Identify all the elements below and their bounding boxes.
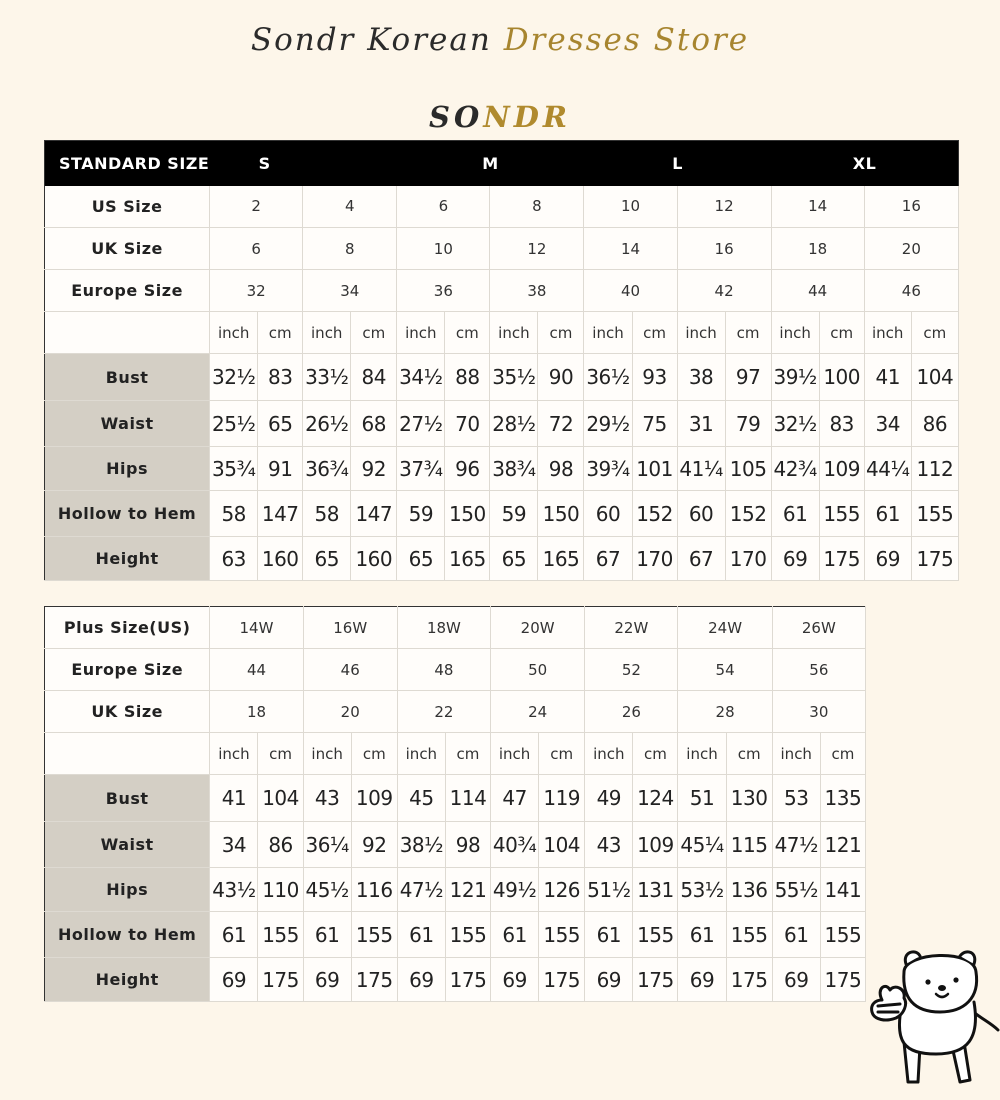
measurement-label: Hips [45,868,210,912]
size-value: 44 [771,270,864,312]
measurement-value: 175 [911,537,958,581]
measurement-value: 59 [397,491,445,537]
measurement-value: 69 [491,958,539,1002]
measurement-value: 170 [725,537,771,581]
measurement-value: 43 [303,775,351,822]
measurement-value: 67 [584,537,632,581]
measurement-value: 121 [445,868,490,912]
measurement-value: 83 [258,354,303,401]
measurement-value: 69 [303,958,351,1002]
measurement-value: 38¾ [490,447,538,491]
measurement-row [45,958,866,1002]
measurement-value: 65 [258,401,303,447]
unit-inch: inch [678,733,726,775]
measurement-value: 27½ [397,401,445,447]
size-value: 46 [303,649,397,691]
unit-inch: inch [772,733,820,775]
measurement-row [45,447,959,491]
size-row [45,228,959,270]
measurement-value: 152 [725,491,771,537]
size-value: 44 [210,649,303,691]
measurement-value: 155 [820,912,865,958]
measurement-label: Hips [45,447,210,491]
measurement-row [45,401,959,447]
measurement-value: 165 [445,537,490,581]
measurement-row [45,912,866,958]
measurement-value: 109 [819,447,864,491]
measurement-value: 175 [539,958,585,1002]
unit-cm: cm [258,733,303,775]
measurement-value: 124 [633,775,678,822]
measurement-value: 155 [445,912,490,958]
size-value: 18W [397,607,490,649]
bear-thumbs-up-icon [864,942,1000,1092]
brand-logo-part1: SO [429,100,484,134]
brand-logo-part2: NDR [483,100,571,134]
measurement-value: 119 [539,775,585,822]
measurement-value: 150 [538,491,584,537]
measurement-value: 141 [820,868,865,912]
measurement-value: 61 [864,491,911,537]
measurement-value: 32½ [210,354,258,401]
measurement-value: 175 [726,958,772,1002]
size-value: 20 [303,691,397,733]
size-value: 16W [303,607,397,649]
size-value: 38 [490,270,584,312]
measurement-value: 175 [258,958,303,1002]
measurement-value: 98 [445,822,490,868]
size-value: 26 [585,691,678,733]
measurement-value: 104 [258,775,303,822]
measurement-value: 91 [258,447,303,491]
size-value: 8 [490,186,584,228]
measurement-value: 136 [726,868,772,912]
measurement-value: 92 [351,447,397,491]
size-value: 24W [678,607,772,649]
measurement-value: 131 [633,868,678,912]
measurement-value: 79 [725,401,771,447]
measurement-row [45,537,959,581]
measurement-label: Waist [45,401,210,447]
brand-logo [0,100,1000,134]
size-group-label: XL [771,141,958,186]
size-value: 54 [678,649,772,691]
measurement-value: 69 [864,537,911,581]
measurement-value: 38½ [397,822,445,868]
measurement-value: 130 [726,775,772,822]
measurement-value: 58 [303,491,351,537]
measurement-value: 49½ [491,868,539,912]
measurement-value: 112 [911,447,958,491]
size-value: 24 [491,691,585,733]
unit-cm: cm [632,312,677,354]
measurement-value: 110 [258,868,303,912]
unit-inch: inch [771,312,819,354]
measurement-value: 40¾ [491,822,539,868]
unit-cm: cm [725,312,771,354]
measurement-value: 39½ [771,354,819,401]
measurement-value: 39¾ [584,447,632,491]
measurement-value: 100 [819,354,864,401]
measurement-value: 41 [210,775,258,822]
measurement-value: 170 [632,537,677,581]
measurement-value: 25½ [210,401,258,447]
unit-cm: cm [539,733,585,775]
measurement-value: 34 [210,822,258,868]
size-row [45,649,866,691]
measurement-value: 96 [445,447,490,491]
unit-inch: inch [491,733,539,775]
size-value: 34 [303,270,397,312]
measurement-value: 155 [633,912,678,958]
size-value: 50 [491,649,585,691]
measurement-value: 44¼ [864,447,911,491]
unit-inch: inch [585,733,633,775]
measurement-value: 38 [677,354,725,401]
measurement-value: 43 [585,822,633,868]
size-value: 12 [677,186,771,228]
measurement-value: 175 [819,537,864,581]
size-value: 40 [584,270,677,312]
measurement-label: Bust [45,775,210,822]
measurement-value: 175 [445,958,490,1002]
measurement-value: 61 [771,491,819,537]
measurement-value: 105 [725,447,771,491]
measurement-value: 109 [351,775,397,822]
measurement-value: 61 [678,912,726,958]
measurement-value: 32½ [771,401,819,447]
measurement-value: 33½ [303,354,351,401]
measurement-value: 36¼ [303,822,351,868]
unit-row [45,733,866,775]
measurement-value: 61 [491,912,539,958]
measurement-label: Height [45,958,210,1002]
size-value: 30 [772,691,865,733]
measurement-value: 69 [772,958,820,1002]
measurement-value: 45½ [303,868,351,912]
measurement-value: 47 [491,775,539,822]
measurement-value: 97 [725,354,771,401]
size-value: 28 [678,691,772,733]
measurement-value: 92 [351,822,397,868]
measurement-value: 53 [772,775,820,822]
measurement-value: 26½ [303,401,351,447]
measurement-value: 152 [632,491,677,537]
unit-inch: inch [490,312,538,354]
unit-cm: cm [820,733,865,775]
measurement-value: 45¼ [678,822,726,868]
measurement-value: 65 [397,537,445,581]
size-group-label: L [584,141,771,186]
measurement-value: 147 [258,491,303,537]
measurement-value: 60 [677,491,725,537]
measurement-value: 69 [678,958,726,1002]
measurement-label: Waist [45,822,210,868]
measurement-value: 114 [445,775,490,822]
measurement-value: 155 [539,912,585,958]
measurement-value: 165 [538,537,584,581]
unit-cm: cm [633,733,678,775]
measurement-value: 63 [210,537,258,581]
standard-size-table [44,140,959,581]
measurement-row [45,822,866,868]
size-row [45,607,866,649]
size-row [45,186,959,228]
measurement-value: 59 [490,491,538,537]
size-group-header-row [45,141,959,186]
measurement-value: 115 [726,822,772,868]
unit-inch: inch [303,733,351,775]
measurement-value: 41 [864,354,911,401]
store-title-part1: Sondr Korean [250,22,492,58]
size-row-label: UK Size [45,691,210,733]
measurement-value: 34 [864,401,911,447]
unit-inch: inch [210,312,258,354]
size-value: 2 [210,186,303,228]
size-value: 16 [864,186,958,228]
measurement-value: 68 [351,401,397,447]
measurement-value: 70 [445,401,490,447]
measurement-value: 155 [911,491,958,537]
measurement-value: 175 [351,958,397,1002]
measurement-value: 61 [585,912,633,958]
measurement-value: 51½ [585,868,633,912]
measurement-value: 61 [397,912,445,958]
measurement-value: 41¼ [677,447,725,491]
size-value: 6 [210,228,303,270]
size-group-label: S [210,141,397,186]
size-value: 10 [397,228,490,270]
size-value: 32 [210,270,303,312]
size-value: 46 [864,270,958,312]
unit-inch: inch [397,733,445,775]
measurement-value: 160 [258,537,303,581]
size-value: 42 [677,270,771,312]
measurement-value: 65 [303,537,351,581]
size-row-label: US Size [45,186,210,228]
measurement-row [45,354,959,401]
size-value: 12 [490,228,584,270]
measurement-value: 61 [303,912,351,958]
measurement-label: Hollow to Hem [45,491,210,537]
measurement-value: 34½ [397,354,445,401]
size-value: 8 [303,228,397,270]
size-value: 36 [397,270,490,312]
size-value: 14W [210,607,303,649]
measurement-value: 58 [210,491,258,537]
unit-cm: cm [445,312,490,354]
unit-row [45,312,959,354]
measurement-value: 104 [539,822,585,868]
measurement-value: 84 [351,354,397,401]
unit-cm: cm [911,312,958,354]
measurement-value: 35¾ [210,447,258,491]
measurement-value: 69 [210,958,258,1002]
measurement-value: 36¾ [303,447,351,491]
measurement-value: 86 [911,401,958,447]
measurement-value: 35½ [490,354,538,401]
measurement-value: 37¾ [397,447,445,491]
measurement-value: 98 [538,447,584,491]
measurement-value: 175 [633,958,678,1002]
standard-size-header: STANDARD SIZE [45,141,210,186]
measurement-row [45,775,866,822]
unit-inch: inch [584,312,632,354]
size-value: 26W [772,607,865,649]
measurement-value: 43½ [210,868,258,912]
size-value: 20 [864,228,958,270]
measurement-value: 121 [820,822,865,868]
measurement-value: 155 [819,491,864,537]
unit-inch: inch [397,312,445,354]
unit-row-blank [45,733,210,775]
measurement-value: 116 [351,868,397,912]
measurement-value: 29½ [584,401,632,447]
store-title [0,22,1000,58]
measurement-value: 101 [632,447,677,491]
size-value: 6 [397,186,490,228]
measurement-value: 147 [351,491,397,537]
measurement-value: 31 [677,401,725,447]
size-group-label: M [397,141,584,186]
size-row [45,691,866,733]
unit-cm: cm [351,312,397,354]
size-value: 14 [584,228,677,270]
size-value: 20W [491,607,585,649]
measurement-value: 69 [585,958,633,1002]
unit-cm: cm [445,733,490,775]
measurement-value: 175 [820,958,865,1002]
measurement-value: 160 [351,537,397,581]
size-value: 18 [210,691,303,733]
measurement-value: 72 [538,401,584,447]
measurement-value: 150 [445,491,490,537]
measurement-value: 67 [677,537,725,581]
measurement-value: 69 [397,958,445,1002]
measurement-value: 53½ [678,868,726,912]
size-value: 10 [584,186,677,228]
size-row-label: Plus Size(US) [45,607,210,649]
unit-inch: inch [210,733,258,775]
measurement-row [45,868,866,912]
unit-inch: inch [864,312,911,354]
unit-cm: cm [819,312,864,354]
measurement-value: 51 [678,775,726,822]
unit-cm: cm [538,312,584,354]
measurement-value: 88 [445,354,490,401]
measurement-value: 90 [538,354,584,401]
measurement-value: 28½ [490,401,538,447]
plus-size-table [44,606,866,1002]
size-value: 4 [303,186,397,228]
measurement-value: 104 [911,354,958,401]
size-value: 14 [771,186,864,228]
measurement-value: 45 [397,775,445,822]
size-row-label: Europe Size [45,270,210,312]
measurement-value: 47½ [397,868,445,912]
measurement-value: 155 [351,912,397,958]
measurement-value: 155 [726,912,772,958]
measurement-value: 36½ [584,354,632,401]
size-value: 56 [772,649,865,691]
size-value: 16 [677,228,771,270]
measurement-value: 61 [772,912,820,958]
measurement-value: 155 [258,912,303,958]
measurement-value: 55½ [772,868,820,912]
size-value: 52 [585,649,678,691]
size-row-label: Europe Size [45,649,210,691]
measurement-label: Bust [45,354,210,401]
unit-inch: inch [303,312,351,354]
size-row [45,270,959,312]
size-value: 18 [771,228,864,270]
unit-cm: cm [258,312,303,354]
measurement-row [45,491,959,537]
measurement-value: 61 [210,912,258,958]
measurement-label: Height [45,537,210,581]
measurement-value: 49 [585,775,633,822]
unit-cm: cm [351,733,397,775]
measurement-value: 69 [771,537,819,581]
measurement-label: Hollow to Hem [45,912,210,958]
unit-row-blank [45,312,210,354]
measurement-value: 47½ [772,822,820,868]
size-value: 22W [585,607,678,649]
store-title-part2: Dresses Store [503,22,750,58]
measurement-value: 42¾ [771,447,819,491]
size-row-label: UK Size [45,228,210,270]
measurement-value: 109 [633,822,678,868]
unit-cm: cm [726,733,772,775]
unit-inch: inch [677,312,725,354]
size-value: 22 [397,691,490,733]
measurement-value: 75 [632,401,677,447]
measurement-value: 126 [539,868,585,912]
measurement-value: 60 [584,491,632,537]
size-value: 48 [397,649,490,691]
measurement-value: 86 [258,822,303,868]
measurement-value: 93 [632,354,677,401]
measurement-value: 83 [819,401,864,447]
measurement-value: 65 [490,537,538,581]
measurement-value: 135 [820,775,865,822]
